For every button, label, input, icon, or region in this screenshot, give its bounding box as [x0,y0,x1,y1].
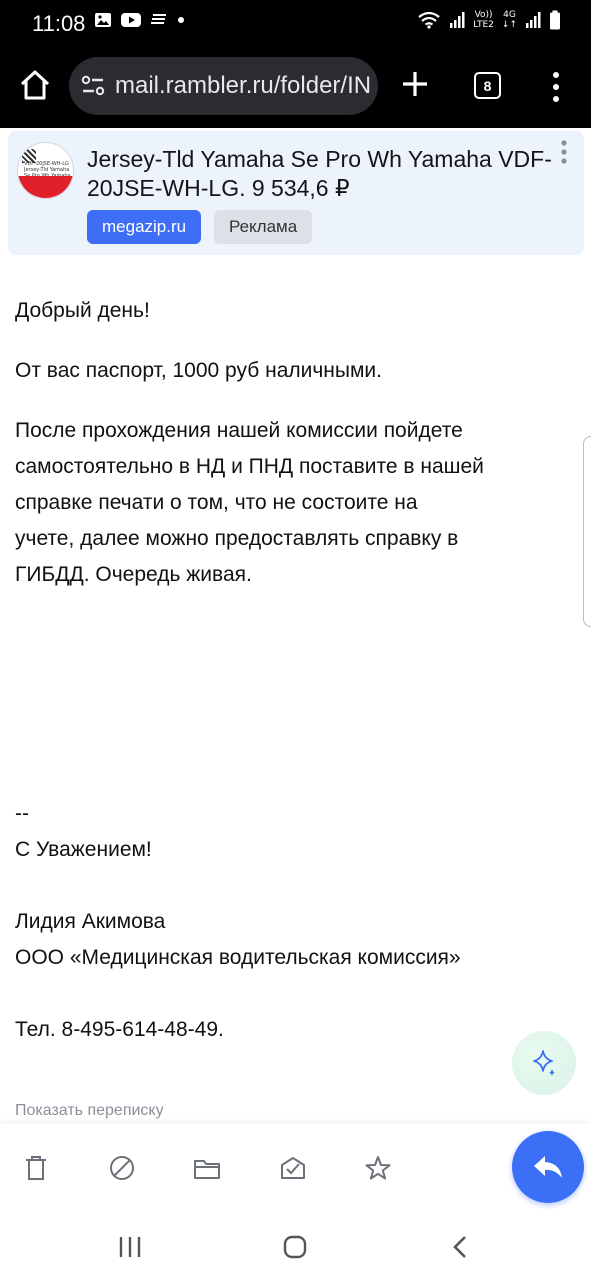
signal-icon [449,11,465,29]
message-line: учете, далее можно предоставлять справку в [15,527,459,550]
more-menu-icon[interactable] [549,70,563,104]
home-icon[interactable] [18,68,52,102]
mark-read-icon[interactable] [279,1154,307,1182]
system-status-icons [417,10,561,30]
signature-phone: Тел. 8-495-614-48-49. [15,1018,224,1041]
youtube-icon [120,12,142,28]
star-icon[interactable] [364,1154,392,1182]
show-thread-link[interactable]: Показать переписку [15,1102,164,1119]
recent-apps-icon[interactable] [118,1236,142,1258]
folder-icon[interactable] [193,1154,221,1182]
message-line: справке печати о том, что не состоите на [15,491,418,514]
site-settings-icon[interactable] [81,75,105,97]
battery-icon [549,10,561,30]
address-bar[interactable] [69,57,378,115]
system-navigation-bar [0,1214,591,1280]
message-actions-toolbar [0,1124,591,1214]
signature-regards: С Уважением! [15,838,152,861]
notes-icon [150,12,168,28]
scroll-indicator[interactable] [583,436,591,627]
ai-assistant-button[interactable] [512,1031,576,1095]
signal-icon-2 [525,11,541,29]
message-line: От вас паспорт, 1000 руб наличными. [15,359,382,382]
signature-name: Лидия Акимова [15,910,166,933]
ad-logo-text: VDF-20JSE-WH-LG Jersey-Tld Yamaha [24,161,70,173]
ad-banner[interactable] [8,131,584,255]
block-icon[interactable] [108,1154,136,1182]
notification-icons [94,12,186,28]
tab-switcher-button[interactable]: 8 [474,72,501,99]
signature-org: ООО «Медицинская водительская комиссия» [15,946,461,969]
trash-icon[interactable] [22,1154,50,1182]
reply-button[interactable] [512,1131,584,1203]
message-greeting: Добрый день! [15,299,150,322]
ad-label-button[interactable]: Реклама [214,210,312,244]
status-time: 11:08 [32,11,86,36]
browser-toolbar [0,46,591,128]
new-tab-icon[interactable] [400,69,430,99]
4g-indicator: 4G ↓↑ [501,10,517,30]
ad-logo [17,142,74,199]
url-text: mail.rambler.ru/folder/IN [115,72,372,99]
status-bar [0,0,591,46]
signature-separator: -- [15,802,29,825]
ad-title[interactable]: Jersey-Tld Yamaha Se Pro Wh Yamaha VDF-20JSE-WH-LG. 9 534,6 ₽ [87,146,552,201]
ad-menu-icon[interactable] [558,139,570,165]
reply-icon [531,1153,565,1181]
message-line: После прохождения нашей комиссии пойдете [15,419,463,442]
message-line: самостоятельно в НД и ПНД поставите в нашей [15,455,484,478]
gallery-icon [94,12,112,28]
wifi-icon [417,11,441,29]
volte-indicator: Vo)) LTE2 [473,10,494,30]
dot-icon [176,12,186,28]
sparkle-icon [529,1048,559,1078]
ad-site-button[interactable]: megazip.ru [87,210,201,244]
back-icon[interactable] [452,1235,468,1259]
home-nav-icon[interactable] [283,1235,307,1259]
message-line: ГИБДД. Очередь живая. [15,563,252,586]
